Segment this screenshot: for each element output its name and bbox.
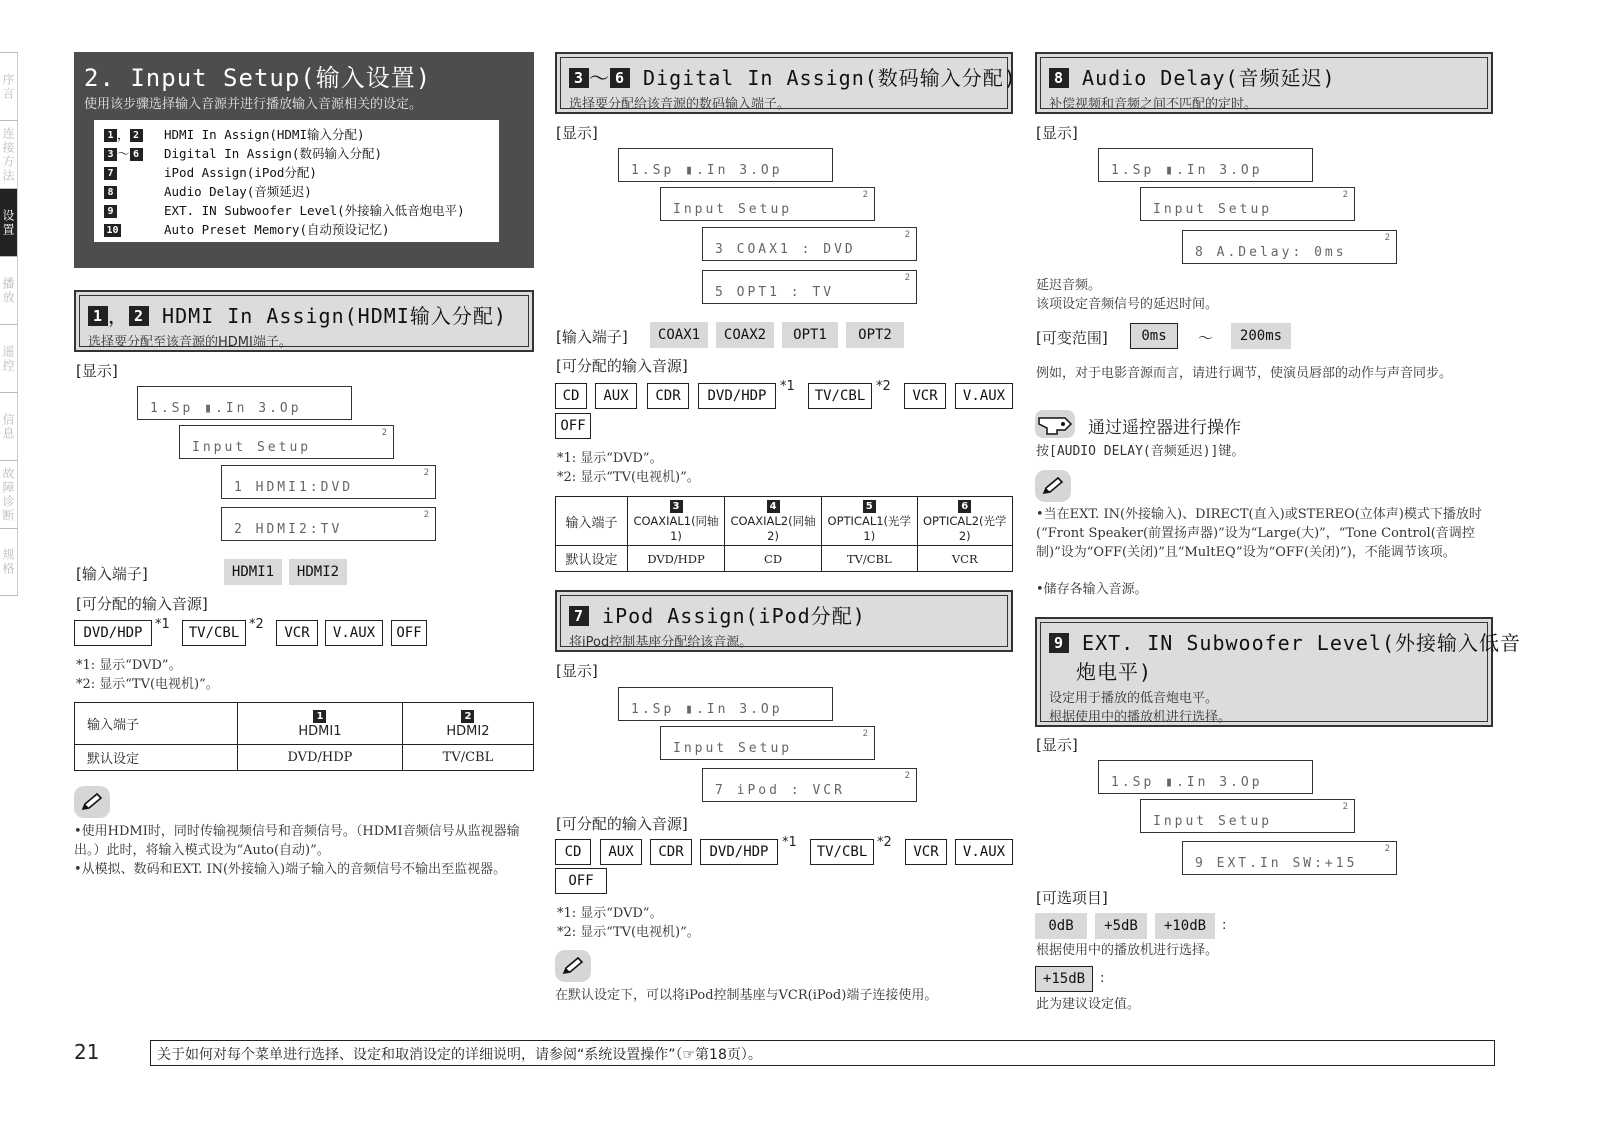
lcd-sup: 2: [1342, 190, 1348, 200]
pencil-icon: [74, 786, 110, 818]
source-box: OFF: [555, 868, 607, 894]
pencil-icon: [555, 950, 591, 982]
toc-text: Auto Preset Memory(自动预设记忆): [164, 222, 390, 237]
source-box: V.AUX: [325, 620, 383, 646]
side-tab[interactable]: 播放: [0, 256, 18, 324]
table-cell: DVD/HDP: [238, 745, 403, 771]
number-badge: 1: [88, 306, 108, 326]
option-chip: +10dB: [1155, 913, 1215, 939]
footnote-mark: *1: [780, 379, 795, 394]
table-row-label: 默认设定: [556, 546, 628, 572]
table-header: [402, 703, 533, 745]
lcd-text: 7 iPod : VCR: [715, 783, 845, 798]
digital-assign-header: [555, 52, 1017, 114]
toc-sep: ，: [117, 127, 130, 142]
page-subtitle: 使用该步骤选择输入音源并进行播放输入音源相关的设定。: [84, 97, 423, 112]
assign-label: [可分配的输入音源]: [556, 815, 688, 833]
footnote-mark: *2: [877, 835, 892, 850]
source-box: V.AUX: [955, 839, 1013, 865]
number-badge: 9: [1049, 633, 1069, 653]
input-chip: COAX2: [716, 322, 774, 348]
table-header-text: OPTICAL1(光学1): [827, 514, 912, 543]
default-table: [555, 496, 1013, 572]
source-box: TV/CBL: [808, 383, 872, 409]
lcd-text: Input Setup: [1153, 814, 1273, 829]
input-chip: OPT1: [782, 322, 838, 348]
toc-text: iPod Assign(iPod分配): [164, 165, 317, 180]
source-box: OFF: [391, 620, 427, 646]
source-box: VCR: [276, 620, 318, 646]
source-box: DVD/HDP: [700, 839, 778, 865]
option-chip-recommended: +15dB: [1035, 966, 1093, 992]
number-badge: 1: [104, 129, 117, 142]
lcd-line: [702, 270, 917, 304]
section-title: Digital In Assign(数码输入分配): [643, 66, 1017, 90]
remote-text: 按[AUDIO DELAY(音频延迟)]键。: [1036, 444, 1245, 459]
pencil-icon: [1035, 470, 1071, 502]
lcd-line: [1140, 799, 1355, 833]
title-sep: ～: [589, 66, 610, 90]
lcd-line: 1.Sp ▮.In 3.Op: [618, 687, 833, 721]
lcd-line: [660, 726, 875, 760]
lcd-line: [221, 507, 436, 541]
lcd-text: 2 HDMI2:TV: [234, 522, 343, 537]
lcd-line: [702, 768, 917, 802]
lcd-line: [1140, 187, 1355, 221]
footnote-mark: *1: [155, 617, 170, 632]
hdmi-assign-header: [74, 290, 534, 352]
lcd-sup: 2: [1384, 233, 1390, 243]
assign-label: [可分配的输入音源]: [76, 595, 208, 613]
table-header: [917, 497, 1012, 546]
footnote-mark: *2: [249, 617, 264, 632]
source-box: CD: [555, 383, 587, 409]
table-cell: TV/CBL: [402, 745, 533, 771]
note-text: •使用HDMI时，同时传输视频信号和音频信号。（HDMI音频信号从监视器输出。）此时，将输入模式设为“Auto(自动)”。: [74, 824, 520, 858]
range-min: 0ms: [1130, 323, 1178, 349]
lcd-sup: 2: [1384, 844, 1390, 854]
section-subtitle: 选择要分配至该音源的HDMI端子。: [88, 335, 292, 350]
colon: :: [1222, 918, 1227, 933]
display-label: [显示]: [1036, 736, 1078, 754]
note-text: •储存各输入音源。: [1036, 582, 1148, 597]
input-chip: COAX1: [650, 322, 708, 348]
note-text: 在默认设定下，可以将iPod控制基座与VCR(iPod)端子连接使用。: [555, 988, 938, 1003]
table-header: 输入端子: [556, 497, 628, 546]
note-text: •当在EXT. IN(外接输入)、DIRECT(直入)或STEREO(立体声)模式下播放时(“Front Speaker(前置扬声器)”设为“Large(大)”，“Tone Control(音调控制)”设为“OFF(关闭)”且“MultEQ”设为“OFF(关闭)”)，不能调节该项。: [1036, 507, 1482, 560]
table-header-text: OPTICAL2(光学2): [923, 514, 1007, 543]
number-badge: 7: [104, 167, 117, 180]
section-title: Audio Delay(音频延迟): [1082, 66, 1336, 90]
footnote: *2: 显示“TV(电视机)”。: [557, 470, 700, 485]
lcd-text: Input Setup: [673, 741, 793, 756]
toc-sep: ～: [117, 146, 130, 161]
source-box: AUX: [595, 383, 637, 409]
toc-item[interactable]: [104, 182, 489, 201]
number-badge: 2: [129, 306, 149, 326]
lcd-line: [702, 227, 917, 261]
number-badge: 3: [670, 500, 683, 513]
toc-item[interactable]: [104, 125, 489, 144]
number-badge: 7: [569, 606, 589, 626]
lcd-line: [1182, 230, 1397, 264]
display-label: [显示]: [556, 124, 598, 142]
range-label: [可变范围]: [1036, 329, 1108, 347]
table-header: [725, 497, 822, 546]
lcd-sup: 2: [381, 428, 387, 438]
ext-in-subwoofer-header: [1035, 617, 1522, 727]
lcd-sup: 2: [423, 510, 429, 520]
lcd-line: 1.Sp ▮.In 3.Op: [1098, 148, 1313, 182]
option-desc: 此为建议设定值。: [1036, 997, 1141, 1012]
side-tab-active[interactable]: 设置: [0, 188, 18, 256]
number-badge: 6: [610, 68, 630, 88]
number-badge: 9: [104, 205, 117, 218]
source-box: DVD/HDP: [74, 620, 152, 646]
table-row-label: 默认设定: [75, 745, 238, 771]
toc-text: HDMI In Assign(HDMI输入分配): [164, 127, 365, 142]
input-label: [输入端子]: [556, 328, 628, 346]
table-cell: DVD/HDP: [628, 546, 725, 572]
number-badge: 10: [104, 224, 121, 237]
footnote: *1: 显示“DVD”。: [557, 906, 663, 921]
page-number: 21: [74, 1040, 100, 1064]
side-tab[interactable]: 故障诊断: [0, 460, 18, 528]
section-title: EXT. IN Subwoofer Level(外接输入低音: [1082, 631, 1522, 655]
desc-text: 延迟音频。: [1036, 278, 1102, 293]
table-header: [628, 497, 725, 546]
toc: [94, 120, 499, 242]
table-header-text: COAXIAL1(同轴1): [633, 514, 719, 543]
side-tab[interactable]: 连接方法: [0, 120, 18, 188]
input-chip: OPT2: [846, 322, 904, 348]
toc-text: Digital In Assign(数码输入分配): [164, 146, 382, 161]
toc-text: Audio Delay(音频延迟): [164, 184, 312, 199]
lcd-line: 1.Sp ▮.In 3.Op: [137, 386, 352, 420]
lcd-sup: 2: [904, 230, 910, 240]
option-desc: 根据使用中的播放机进行选择。: [1036, 943, 1219, 958]
lcd-text: 3 COAX1 : DVD: [715, 242, 856, 257]
lcd-sup: 2: [1342, 802, 1348, 812]
section-subtitle: 补偿视频和音频之间不匹配的定时。: [1049, 97, 1258, 112]
side-tab[interactable]: 遥控: [0, 324, 18, 392]
footer-note: 关于如何对每个菜单进行选择、设定和取消设定的详细说明，请参阅“系统设置操作”（☞第18页）。: [150, 1040, 1495, 1066]
source-box: DVD/HDP: [698, 383, 776, 409]
footnote: *2: 显示“TV(电视机)”。: [76, 677, 219, 692]
page-title: 2. Input Setup(输入设置): [84, 64, 432, 92]
source-box: VCR: [905, 839, 947, 865]
toc-item[interactable]: [104, 201, 489, 220]
lcd-line: [1182, 841, 1397, 875]
lcd-line: [660, 187, 875, 221]
source-box: TV/CBL: [810, 839, 874, 865]
title-sep: ，: [108, 304, 129, 328]
number-badge: 8: [1049, 68, 1069, 88]
display-label: [显示]: [1036, 124, 1078, 142]
display-label: [显示]: [556, 662, 598, 680]
number-badge: 2: [130, 129, 143, 142]
audio-delay-header: [1035, 52, 1493, 114]
side-tab[interactable]: 规格: [0, 528, 18, 596]
lcd-line: [179, 425, 394, 459]
source-box: TV/CBL: [182, 620, 246, 646]
table-cell: CD: [725, 546, 822, 572]
lcd-sup: 2: [862, 190, 868, 200]
lcd-line: 1.Sp ▮.In 3.Op: [1098, 760, 1313, 794]
range-max: 200ms: [1231, 323, 1291, 349]
footnote: *2: 显示“TV(电视机)”。: [557, 925, 700, 940]
footnote: *1: 显示“DVD”。: [557, 451, 663, 466]
option-chip: +5dB: [1095, 913, 1147, 939]
lcd-line: 1.Sp ▮.In 3.Op: [618, 148, 833, 182]
default-table: [74, 702, 534, 771]
lcd-line: [221, 465, 436, 499]
lcd-text: Input Setup: [192, 440, 312, 455]
lcd-text: Input Setup: [1153, 202, 1273, 217]
toc-text: EXT. IN Subwoofer Level(外接输入低音炮电平): [164, 203, 465, 218]
assign-label: [可分配的输入音源]: [556, 357, 688, 375]
number-badge: 3: [104, 148, 117, 161]
table-header: 输入端子: [75, 703, 238, 745]
table-cell: VCR: [917, 546, 1012, 572]
section-title-cont: 炮电平): [1076, 660, 1153, 684]
section-subtitle: 将iPod控制基座分配给该音源。: [569, 635, 753, 650]
lcd-text: 5 OPT1 : TV: [715, 285, 835, 300]
section-title: HDMI In Assign(HDMI输入分配): [162, 304, 507, 328]
lcd-sup: 2: [862, 729, 868, 739]
side-tabs: [0, 52, 48, 596]
remote-icon: [1035, 410, 1075, 438]
input-setup-header: [74, 52, 534, 268]
ipod-assign-header: [555, 590, 1013, 652]
toc-item[interactable]: [104, 220, 489, 239]
footnote: *1: 显示“DVD”。: [76, 658, 182, 673]
number-badge: 2: [461, 710, 474, 723]
section-subtitle: 选择要分配给该音源的数码输入端子。: [569, 97, 791, 112]
lcd-sup: 2: [423, 468, 429, 478]
input-chip: HDMI2: [289, 559, 347, 585]
lcd-sup: 2: [904, 771, 910, 781]
number-badge: 4: [767, 500, 780, 513]
table-cell: TV/CBL: [822, 546, 917, 572]
source-box: AUX: [600, 839, 642, 865]
source-box: CDR: [650, 839, 692, 865]
number-badge: 6: [130, 148, 143, 161]
option-label: [可选项目]: [1036, 889, 1108, 907]
table-header-text: HDMI1: [298, 723, 342, 739]
section-subtitle: 设定用于播放的低音炮电平。: [1049, 691, 1219, 706]
section-title: iPod Assign(iPod分配): [602, 604, 866, 628]
range-sep: ～: [1198, 329, 1214, 347]
number-badge: 3: [569, 68, 589, 88]
input-label: [输入端子]: [76, 565, 148, 583]
footnote-mark: *1: [782, 835, 797, 850]
lcd-text: Input Setup: [673, 202, 793, 217]
toc-item[interactable]: [104, 144, 489, 163]
table-header-text: HDMI2: [446, 723, 490, 739]
lcd-sup: 2: [904, 273, 910, 283]
toc-item[interactable]: [104, 163, 489, 182]
table-header: [238, 703, 403, 745]
table-header: [822, 497, 917, 546]
side-tab[interactable]: 信息: [0, 392, 18, 460]
remote-title: 通过遥控器进行操作: [1088, 418, 1241, 438]
number-badge: 6: [958, 500, 971, 513]
side-tab[interactable]: 序言: [0, 52, 18, 120]
table-header-text: COAXIAL2(同轴2): [730, 514, 816, 543]
option-chip: 0dB: [1035, 913, 1087, 939]
colon: :: [1100, 971, 1105, 986]
example-text: 例如，对于电影音源而言，请进行调节，使演员唇部的动作与声音同步。: [1036, 366, 1453, 381]
source-box: CDR: [647, 383, 689, 409]
source-box: VCR: [904, 383, 946, 409]
display-label: [显示]: [76, 362, 118, 380]
input-chip: HDMI1: [224, 559, 282, 585]
note-text: •从模拟、数码和EXT. IN(外接输入)端子输入的音频信号不输出至监视器。: [74, 862, 507, 877]
lcd-text: 8 A.Delay: 0ms: [1195, 245, 1347, 260]
number-badge: 5: [863, 500, 876, 513]
source-box: V.AUX: [955, 383, 1013, 409]
source-box: OFF: [555, 413, 591, 439]
number-badge: 1: [313, 710, 326, 723]
lcd-text: 9 EXT.In SW:+15: [1195, 856, 1358, 871]
lcd-text: 1 HDMI1:DVD: [234, 480, 354, 495]
section-subtitle: 根据使用中的播放机进行选择。: [1049, 710, 1232, 725]
source-box: CD: [555, 839, 591, 865]
number-badge: 8: [104, 186, 117, 199]
footnote-mark: *2: [876, 379, 891, 394]
desc-text: 该项设定音频信号的延迟时间。: [1036, 297, 1219, 312]
